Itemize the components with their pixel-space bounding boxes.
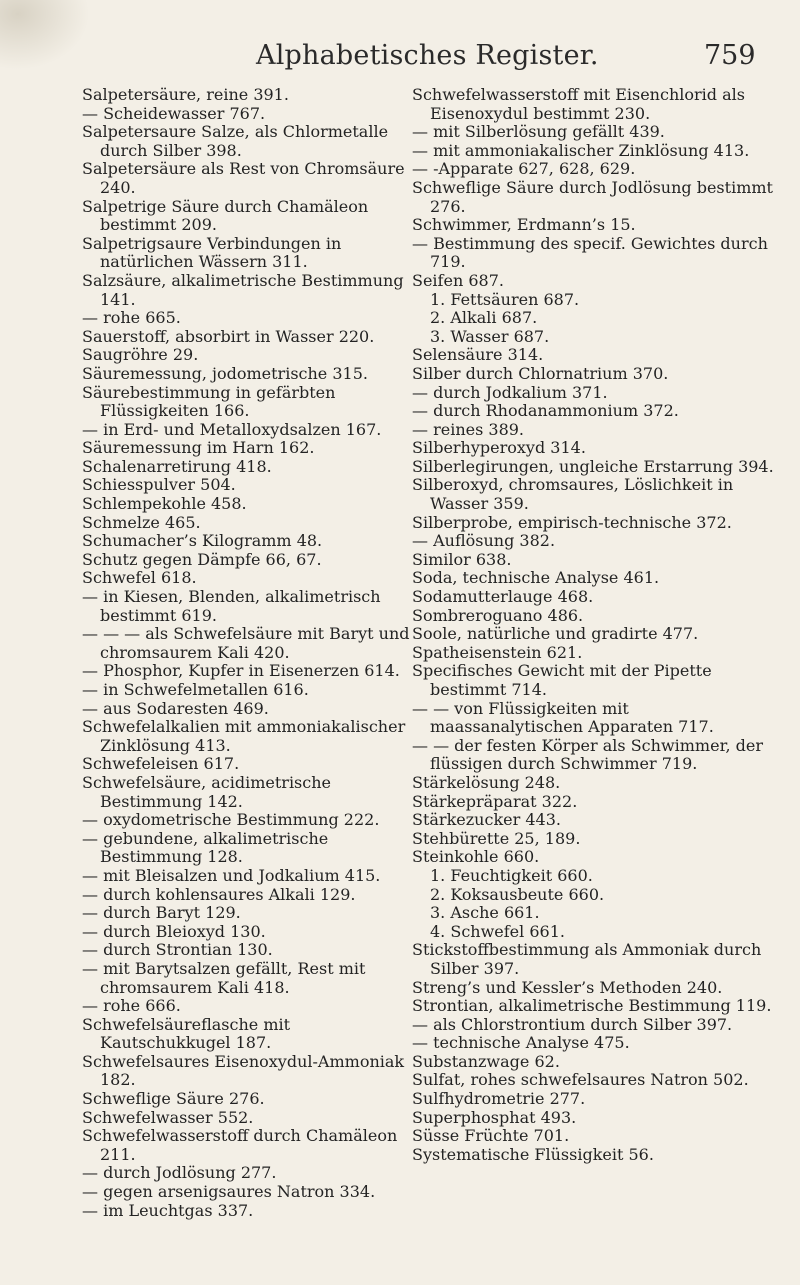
index-entry: Schwefelsäure, acidimetrische Bestimmung 142.: [82, 772, 331, 811]
index-entry: Schwefelalkalien mit ammoniakalischer Zinklösung 413.: [82, 717, 406, 755]
index-entry: Schlempekohle 458.: [82, 494, 247, 514]
index-entry: Säuremessung, jodometrische 315.: [82, 363, 368, 383]
page-header: [0, 40, 800, 80]
index-entry: Säurebestimmung in gefärbten Flüssigkeiten 166.: [82, 382, 336, 421]
index-entry: — technische Analyse 475.: [412, 1033, 630, 1053]
index-entry: — reines 389.: [412, 419, 525, 439]
index-entry: Schwefel 618.: [82, 568, 197, 588]
index-entry: Seifen 687.: [412, 270, 504, 290]
index-entry: — -Apparate 627, 628, 629.: [412, 159, 636, 179]
index-entry: Sodamutterlauge 468.: [412, 587, 594, 607]
index-entry: Schutz gegen Dämpfe 66, 67.: [82, 549, 322, 569]
index-entry: — durch Strontian 130.: [82, 940, 273, 960]
page-number: 759: [704, 40, 756, 71]
index-entry: Silberoxyd, chromsaures, Löslichkeit in Wasser 359.: [412, 475, 734, 514]
index-entry: Silberlegirungen, ungleiche Erstarrung 394.: [412, 456, 774, 476]
index-entry: — in Schwefelmetallen 616.: [82, 680, 309, 699]
index-entry: — in Erd- und Metalloxydsalzen 167.: [82, 419, 382, 439]
index-entry: Silber durch Chlornatrium 370.: [412, 363, 669, 383]
index-entry: Süsse Früchte 701.: [412, 1126, 570, 1146]
index-entry: — gebundene, alkalimetrische Bestimmung 128.: [82, 828, 329, 867]
index-entry: — durch Jodkalium 371.: [412, 382, 608, 402]
index-entry: — durch Bleioxyd 130.: [82, 921, 266, 941]
index-entry: Salpetersäure, reine 391.: [82, 85, 289, 104]
index-entry: — durch Jodlösung 277.: [82, 1163, 277, 1183]
index-entry: — mit ammoniakalischer Zinklösung 413.: [412, 140, 750, 160]
index-entry: Salpetersaure Salze, als Chlormetalle durch Silber 398.: [82, 122, 389, 160]
index-entry: Selensäure 314.: [412, 345, 544, 365]
index-entry: — aus Sodaresten 469.: [82, 698, 269, 718]
index-entry: Sauerstoff, absorbirt in Wasser 220.: [82, 326, 375, 346]
index-entry: Substanzwage 62.: [412, 1051, 560, 1071]
index-entry: Schalenarretirung 418.: [82, 456, 272, 476]
index-entry: Specifisches Gewicht mit der Pipette bestimmt 714.: [412, 661, 712, 699]
index-entry: Streng’s und Kessler’s Methoden 240.: [412, 977, 723, 997]
index-entry: Spatheisenstein 621.: [412, 642, 583, 662]
index-entry: — Bestimmung des specif. Gewichtes durch 719.: [412, 233, 768, 272]
index-entry: — — — als Schwefelsäure mit Baryt und chromsaurem Kali 420.: [82, 624, 410, 662]
index-entry: — mit Barytsalzen gefällt, Rest mit chromsaurem Kali 418.: [82, 958, 366, 997]
index-entry: Salpetersäure als Rest von Chromsäure 240.: [82, 159, 405, 197]
index-entry: 4. Schwefel 661.: [430, 921, 565, 941]
index-entry: 2. Alkali 687.: [430, 308, 538, 328]
index-entry: — oxydometrische Bestimmung 222.: [82, 810, 380, 830]
index-entry: — Scheidewasser 767.: [82, 103, 266, 123]
page-title: Alphabetisches Register.: [256, 40, 599, 71]
index-entry: Schmelze 465.: [82, 512, 201, 532]
index-entry: — als Chlorstrontium durch Silber 397.: [412, 1014, 733, 1034]
index-entry: Stehbürette 25, 189.: [412, 828, 581, 848]
index-entry: Schweflige Säure 276.: [82, 1089, 265, 1109]
index-entry: — mit Bleisalzen und Jodkalium 415.: [82, 865, 381, 885]
index-entry: Soole, natürliche und gradirte 477.: [412, 624, 699, 644]
index-entry: Sombreroguano 486.: [412, 605, 584, 625]
index-entry: Superphosphat 493.: [412, 1107, 577, 1127]
index-entry: Stärkepräparat 322.: [412, 791, 578, 811]
index-entry: Schwefelsäureflasche mit Kautschukkugel 187.: [82, 1014, 291, 1053]
index-entry: — — von Flüssigkeiten mit maassanalytischen Apparaten 717.: [412, 698, 714, 737]
index-entry: Silberhyperoxyd 314.: [412, 438, 586, 458]
index-entry: — Auflösung 382.: [412, 531, 556, 551]
index-entry: Schwimmer, Erdmann’s 15.: [412, 215, 636, 235]
index-entry: Schwefelsaures Eisenoxydul-Ammoniak 182.: [82, 1051, 405, 1090]
index-entry: Salpetrige Säure durch Chamäleon bestimmt 209.: [82, 196, 369, 235]
index-entry: Schwefelwasserstoff mit Eisenchlorid als Eisenoxydul bestimmt 230.: [412, 85, 745, 123]
index-entry: — — der festen Körper als Schwimmer, der flüssigen durch Schwimmer 719.: [412, 735, 763, 774]
index-entry: — mit Silberlösung gefällt 439.: [412, 122, 665, 142]
index-entry: — durch kohlensaures Alkali 129.: [82, 884, 356, 904]
index-entry: Systematische Flüssigkeit 56.: [412, 1144, 654, 1164]
index-entry: Sulfat, rohes schwefelsaures Natron 502.: [412, 1070, 749, 1090]
index-entry: Schwefelwasser 552.: [82, 1107, 254, 1127]
index-entry: 1. Fettsäuren 687.: [430, 289, 580, 309]
index-entry: Schweflige Säure durch Jodlösung bestimmt 276.: [412, 177, 773, 216]
index-entry: — gegen arsenigsaures Natron 334.: [82, 1182, 376, 1202]
index-entry: Sulfhydrometrie 277.: [412, 1089, 586, 1109]
index-entry: Schwefeleisen 617.: [82, 754, 240, 774]
index-entry: Soda, technische Analyse 461.: [412, 568, 660, 588]
index-entry: Stärkezucker 443.: [412, 810, 561, 830]
index-entry: Similor 638.: [412, 549, 512, 569]
index-entry: — in Kiesen, Blenden, alkalimetrisch bestimmt 619.: [82, 587, 381, 625]
index-entry: Stärkelösung 248.: [412, 772, 561, 792]
index-entry: Salpetrigsaure Verbindungen in natürlichen Wässern 311.: [82, 233, 342, 272]
index-entry: — rohe 665.: [82, 308, 181, 328]
index-entry: — Phosphor, Kupfer in Eisenerzen 614.: [82, 661, 400, 681]
index-entry: — durch Rhodanammonium 372.: [412, 401, 679, 421]
index-entry: Saugröhre 29.: [82, 345, 199, 365]
index-entry: — durch Baryt 129.: [82, 903, 241, 923]
index-entry: Salzsäure, alkalimetrische Bestimmung 141.: [82, 270, 404, 309]
index-entry: Silberprobe, empirisch-technische 372.: [412, 512, 732, 532]
index-entry: Säuremessung im Harn 162.: [82, 438, 315, 458]
index-entry: Schumacher’s Kilogramm 48.: [82, 531, 323, 551]
index-entry: 3. Wasser 687.: [430, 326, 550, 346]
index-entry: 3. Asche 661.: [430, 903, 540, 923]
index-entry: Strontian, alkalimetrische Bestimmung 119.: [412, 996, 772, 1016]
index-entry: — im Leuchtgas 337.: [82, 1200, 254, 1220]
index-entry: 1. Feuchtigkeit 660.: [430, 865, 593, 885]
index-entry: Steinkohle 660.: [412, 847, 540, 867]
index-entry: Stickstoffbestimmung als Ammoniak durch Silber 397.: [412, 940, 762, 978]
right-index-column: [412, 86, 774, 1164]
index-entry: Schwefelwasserstoff durch Chamäleon 211.: [82, 1126, 398, 1164]
index-entry: — rohe 666.: [82, 996, 181, 1016]
index-entry: 2. Koksausbeute 660.: [430, 884, 605, 904]
left-index-column: [82, 86, 422, 1220]
index-entry: Schiesspulver 504.: [82, 475, 236, 495]
